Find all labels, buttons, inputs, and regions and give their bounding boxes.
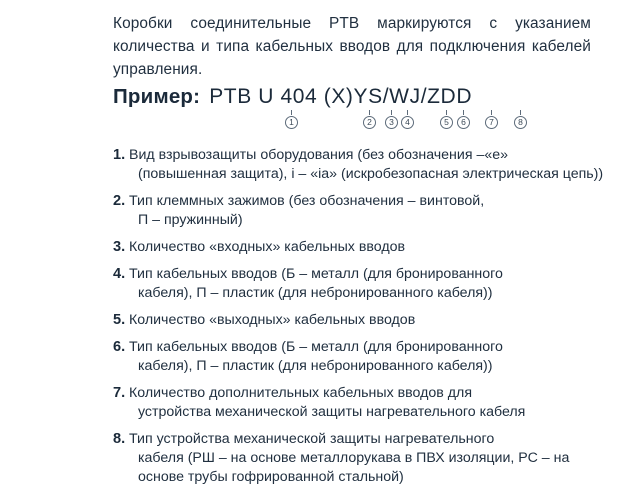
list-item-line1: Вид взрывозащиты оборудования (без обозначения –«е»: [129, 147, 509, 163]
marker-2: [363, 110, 376, 129]
list-item-text: [129, 311, 613, 330]
tick-icon: [391, 110, 392, 115]
list-item-text: [129, 238, 613, 257]
marker-8: [514, 110, 527, 129]
example-label: Пример:: [113, 85, 201, 108]
marker-1: [285, 110, 298, 129]
list-item-number: 7.: [113, 385, 126, 401]
list-item-line2: устройства механической защиты нагревательного кабеля: [138, 404, 526, 420]
example-row: [113, 85, 603, 109]
list-item-number: 5.: [113, 312, 126, 328]
list-item-text: [129, 146, 613, 184]
list-item-text: [129, 430, 613, 487]
list-item: [113, 384, 613, 422]
marker-row: [113, 110, 603, 136]
intro-paragraph: Коробки соединительные PTB маркируются с указанием количества и типа кабельных вводов для подключения кабелей управления.: [113, 15, 591, 78]
list-item-line2: кабеля), П – пластик (для небронированного кабеля)): [138, 285, 493, 301]
list-item: [113, 311, 613, 330]
tick-icon: [463, 110, 464, 115]
list-item-number: 8.: [113, 431, 126, 447]
marker-number: 6: [457, 116, 470, 129]
list-item: [113, 192, 613, 230]
tick-icon: [491, 110, 492, 115]
list-item-line1: Тип кабельных вводов (Б – металл (для бронированного: [129, 266, 503, 282]
list-item-line1: Количество «входных» кабельных вводов: [129, 239, 406, 255]
list-item: [113, 338, 613, 376]
list-item-number: 2.: [113, 193, 126, 209]
marker-3: [385, 110, 398, 129]
list-item-text: [129, 192, 613, 230]
tick-icon: [446, 110, 447, 115]
list-item-text: [129, 338, 613, 376]
list-item-text: [129, 265, 613, 303]
marker-6: [457, 110, 470, 129]
list-item-text: [129, 384, 613, 422]
list-item-number: 3.: [113, 239, 126, 255]
list-item-number: 6.: [113, 339, 126, 355]
list-item: [113, 146, 613, 184]
list-item-line1: Количество дополнительных кабельных вводов для: [129, 385, 473, 401]
marker-number: 4: [401, 116, 414, 129]
list-item-line2: кабеля), П – пластик (для небронированного кабеля)): [138, 358, 493, 374]
marker-number: 1: [285, 116, 298, 129]
marker-7: [485, 110, 498, 129]
tick-icon: [520, 110, 521, 115]
list-item-line2: П – пружинный): [138, 212, 243, 228]
example-code: PTB U 404 (X)YS/WJ/ZDD: [209, 85, 473, 108]
list-item-line1: Тип кабельных вводов (Б – металл (для бронированного: [129, 339, 503, 355]
marker-number: 8: [514, 116, 527, 129]
marker-number: 2: [363, 116, 376, 129]
list-item-number: 1.: [113, 147, 126, 163]
list-item: [113, 265, 613, 303]
marker-number: 5: [440, 116, 453, 129]
list-item-line2: кабеля (РШ – на основе металлорукава в ПВХ изоляции, РС – на основе трубы гофрированной стальной): [138, 450, 570, 485]
marker-number: 7: [485, 116, 498, 129]
list-item-line1: Количество «выходных» кабельных вводов: [129, 312, 416, 328]
list-item-line1: Тип клеммных зажимов (без обозначения – винтовой,: [129, 193, 485, 209]
list-item: [113, 238, 613, 257]
list-item-number: 4.: [113, 266, 126, 282]
tick-icon: [291, 110, 292, 115]
marker-number: 3: [385, 116, 398, 129]
list-item: [113, 430, 613, 487]
marker-4: [401, 110, 414, 129]
tick-icon: [369, 110, 370, 115]
legend-list: [113, 146, 613, 487]
list-item-line2: (повышенная защита), i – «ia» (искробезопасная электрическая цепь)): [138, 166, 604, 182]
list-item-line1: Тип устройства механической защиты нагревательного: [129, 431, 495, 447]
tick-icon: [407, 110, 408, 115]
marker-5: [440, 110, 453, 129]
